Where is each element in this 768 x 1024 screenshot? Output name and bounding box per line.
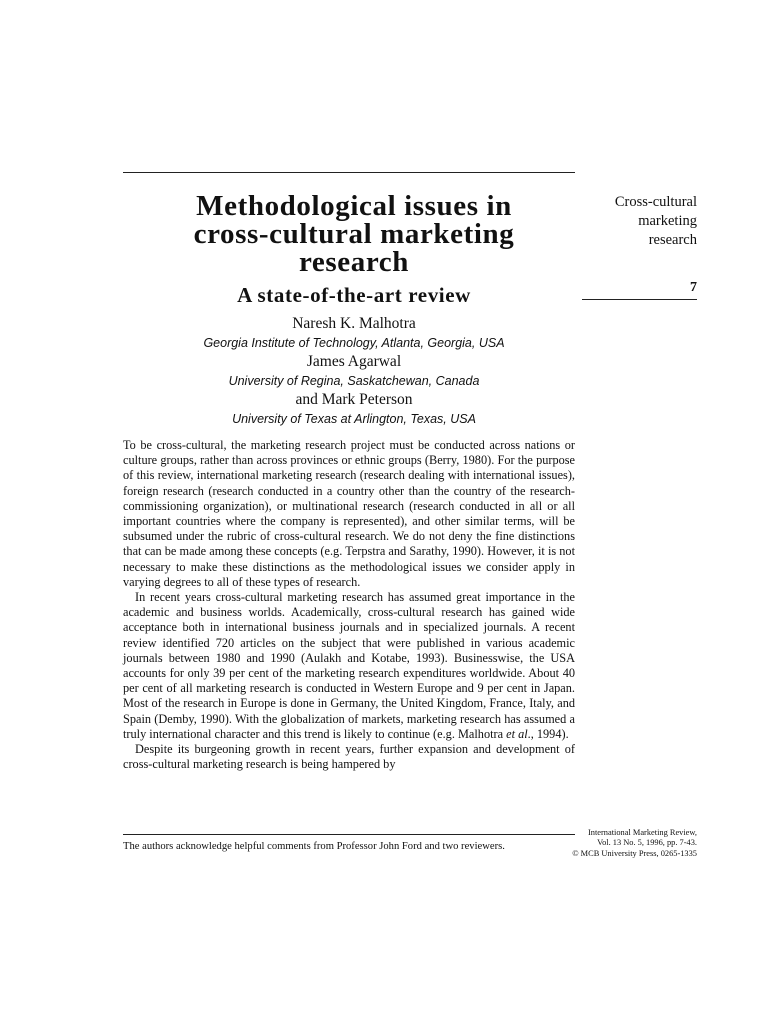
journal-citation bbox=[560, 828, 697, 859]
article-title bbox=[123, 192, 575, 276]
author-name: Naresh K. Malhotra bbox=[292, 315, 416, 332]
author-affiliation: Georgia Institute of Technology, Atlanta, Georgia, USA bbox=[203, 336, 505, 350]
running-head bbox=[580, 193, 697, 250]
running-head-line: Cross-cultural bbox=[614, 194, 697, 210]
body-paragraph: Despite its burgeoning growth in recent years, further expansion and development of cross-cultural marketing research is being hampered by bbox=[123, 742, 575, 772]
footnote-rule bbox=[123, 834, 575, 835]
author-affiliation: University of Regina, Saskatchewan, Canada bbox=[228, 374, 480, 388]
author-name: and Mark Peterson bbox=[295, 391, 413, 408]
body-paragraph: To be cross-cultural, the marketing research project must be conducted across nations or culture groups, rather than across provinces or ethnic groups (Berry, 1980). For the purpose of this review, international marketing research (research dealing with international issues), foreign research (research conducted in a country other than the country of the research-commissioning organization), or multinational research (research conducted in all or all important countries where the company is represented), and other similar terms, will be subsumed under the rubric of cross-cultural research. We do not deny the fine distinctions that can be made among these concepts (e.g. Terpstra and Sarathy, 1990). However, it is not necessary to make these distinctions as the methodological issues we consider apply in varying degrees to all of these types of research. bbox=[123, 438, 575, 589]
paragraph-text: ., 1994). bbox=[527, 726, 569, 741]
acknowledgement-footnote: The authors acknowledge helpful comments from Professor John Ford and two reviewers. bbox=[123, 841, 505, 852]
paragraph-italic: et al bbox=[506, 726, 528, 741]
main-column bbox=[123, 180, 575, 772]
title-line: research bbox=[298, 246, 410, 278]
body-paragraph bbox=[123, 590, 575, 742]
title-line: Methodological issues in bbox=[196, 190, 512, 222]
running-head-line: research bbox=[648, 232, 697, 248]
title-line: cross-cultural marketing bbox=[193, 218, 515, 250]
article-subtitle: A state-of-the-art review bbox=[237, 283, 471, 307]
page-number: 7 bbox=[690, 280, 697, 295]
paragraph-text: In recent years cross-cultural marketing research has assumed great importance in the academic and business worlds. Academically, cross-cultural research has gained wide acceptance both in international business journals and in specialized journals. A recent review identified 720 articles on the subject that were published in various academic journals between 1980 and 1990 (Aulakh and Kotabe, 1993). Businesswise, the USA accounts for only 39 per cent of the marketing research expenditures worldwide. About 40 per cent of all marketing research is conducted in Western Europe and 9 per cent in Japan. Most of the research in Europe is done in Germany, the United Kingdom, France, Italy, and Spain (Demby, 1990). With the globalization of markets, marketing research has assumed a truly international character and this trend is likely to continue (e.g. Malhotra bbox=[123, 590, 575, 741]
side-rule bbox=[582, 299, 697, 300]
journal-citation-line: © MCB University Press, 0265-1335 bbox=[572, 848, 697, 858]
author-name: James Agarwal bbox=[306, 353, 402, 370]
top-rule bbox=[123, 172, 575, 173]
running-head-line: marketing bbox=[638, 213, 697, 229]
body-text bbox=[123, 438, 575, 772]
journal-citation-line: Vol. 13 No. 5, 1996, pp. 7-43. bbox=[597, 838, 697, 848]
author-affiliation: University of Texas at Arlington, Texas, USA bbox=[232, 412, 476, 426]
journal-citation-line: International Marketing Review, bbox=[588, 828, 697, 837]
